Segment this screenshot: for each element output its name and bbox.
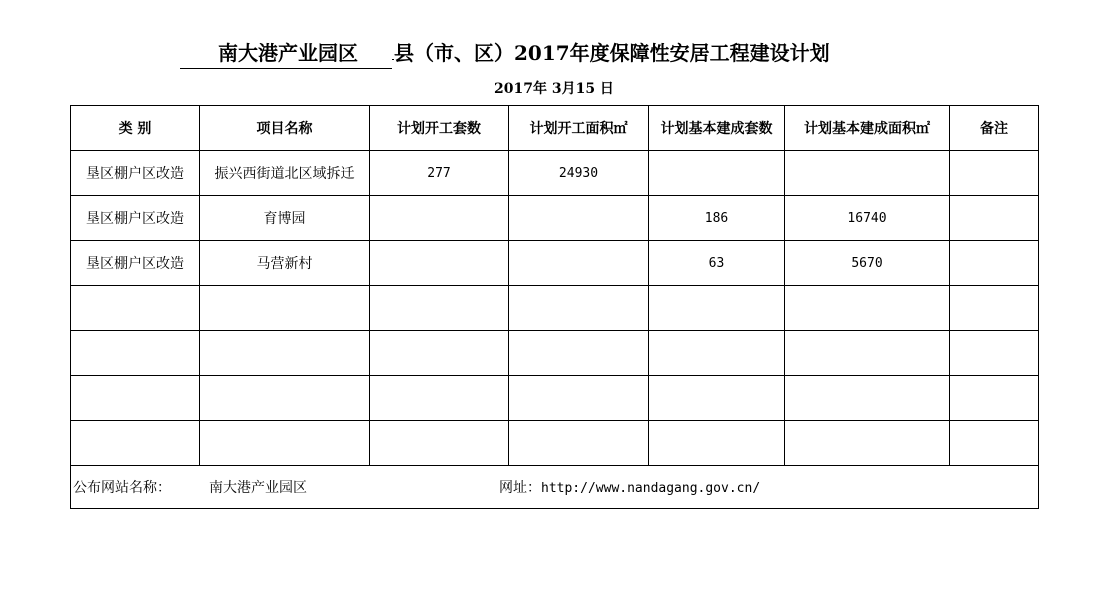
cell-start-units: [370, 376, 509, 421]
cell-start-units: 277: [370, 151, 509, 196]
cell-remarks: [950, 241, 1039, 286]
cell-remarks: [950, 376, 1039, 421]
table-footer-row: [71, 466, 1039, 509]
cell-start-units: [370, 241, 509, 286]
site-name: 南大港产业园区: [209, 480, 307, 496]
cell-project-name: 马营新村: [200, 241, 370, 286]
header-planned-start-area: 计划开工面积㎡: [509, 106, 649, 151]
cell-category: [71, 421, 200, 466]
cell-completion-units: 186: [649, 196, 785, 241]
cell-remarks: [950, 286, 1039, 331]
cell-project-name: [200, 331, 370, 376]
cell-start-units: [370, 331, 509, 376]
cell-completion-area: [785, 151, 950, 196]
header-project-name: 项目名称: [200, 106, 370, 151]
cell-completion-area: 16740: [785, 196, 950, 241]
cell-remarks: [950, 331, 1039, 376]
cell-project-name: [200, 421, 370, 466]
header-category: 类 别: [71, 106, 200, 151]
cell-start-units: [370, 286, 509, 331]
plan-table: [70, 105, 1039, 509]
cell-project-name: 振兴西街道北区域拆迁: [200, 151, 370, 196]
document-date: 2017年 3月15 日: [494, 81, 614, 97]
cell-completion-units: 63: [649, 241, 785, 286]
header-planned-start-units: 计划开工套数: [370, 106, 509, 151]
cell-completion-units: [649, 151, 785, 196]
cell-category: [71, 376, 200, 421]
cell-start-area: [509, 241, 649, 286]
table-row: [71, 376, 1039, 421]
cell-completion-area: 5670: [785, 241, 950, 286]
cell-category: [71, 331, 200, 376]
cell-project-name: [200, 286, 370, 331]
cell-start-units: [370, 196, 509, 241]
cell-completion-units: [649, 331, 785, 376]
cell-completion-units: [649, 286, 785, 331]
cell-category: 垦区棚户区改造: [71, 151, 200, 196]
cell-start-area: [509, 421, 649, 466]
url-label: 网址：: [499, 480, 541, 496]
cell-start-area: 24930: [509, 151, 649, 196]
document-title: [180, 38, 830, 68]
cell-completion-area: [785, 421, 950, 466]
cell-remarks: [950, 151, 1039, 196]
cell-category: 垦区棚户区改造: [71, 196, 200, 241]
table-row: [71, 421, 1039, 466]
cell-category: [71, 286, 200, 331]
cell-category: 垦区棚户区改造: [71, 241, 200, 286]
table-row: [71, 286, 1039, 331]
cell-completion-units: [649, 376, 785, 421]
header-planned-completion-units: 计划基本建成套数: [649, 106, 785, 151]
cell-start-area: [509, 286, 649, 331]
header-planned-completion-area: 计划基本建成面积㎡: [785, 106, 950, 151]
cell-start-area: [509, 331, 649, 376]
table-header-row: [71, 106, 1039, 151]
cell-start-units: [370, 421, 509, 466]
cell-project-name: 育博园: [200, 196, 370, 241]
table-row: [71, 151, 1039, 196]
table-row: [71, 196, 1039, 241]
title-region: 南大港产业园区: [180, 38, 392, 69]
cell-completion-area: [785, 376, 950, 421]
site-url-link[interactable]: http://www.nandagang.gov.cn/: [541, 481, 761, 496]
cell-remarks: [950, 196, 1039, 241]
cell-project-name: [200, 376, 370, 421]
table-row: [71, 241, 1039, 286]
cell-remarks: [950, 421, 1039, 466]
cell-completion-area: [785, 286, 950, 331]
footer-cell: [71, 466, 1039, 509]
cell-start-area: [509, 196, 649, 241]
cell-completion-units: [649, 421, 785, 466]
table-row: [71, 331, 1039, 376]
cell-start-area: [509, 376, 649, 421]
cell-completion-area: [785, 331, 950, 376]
title-suffix: 县（市、区）2017年度保障性安居工程建设计划: [394, 41, 830, 65]
header-remarks: 备注: [950, 106, 1039, 151]
site-name-label: 公布网站名称：: [73, 480, 171, 496]
